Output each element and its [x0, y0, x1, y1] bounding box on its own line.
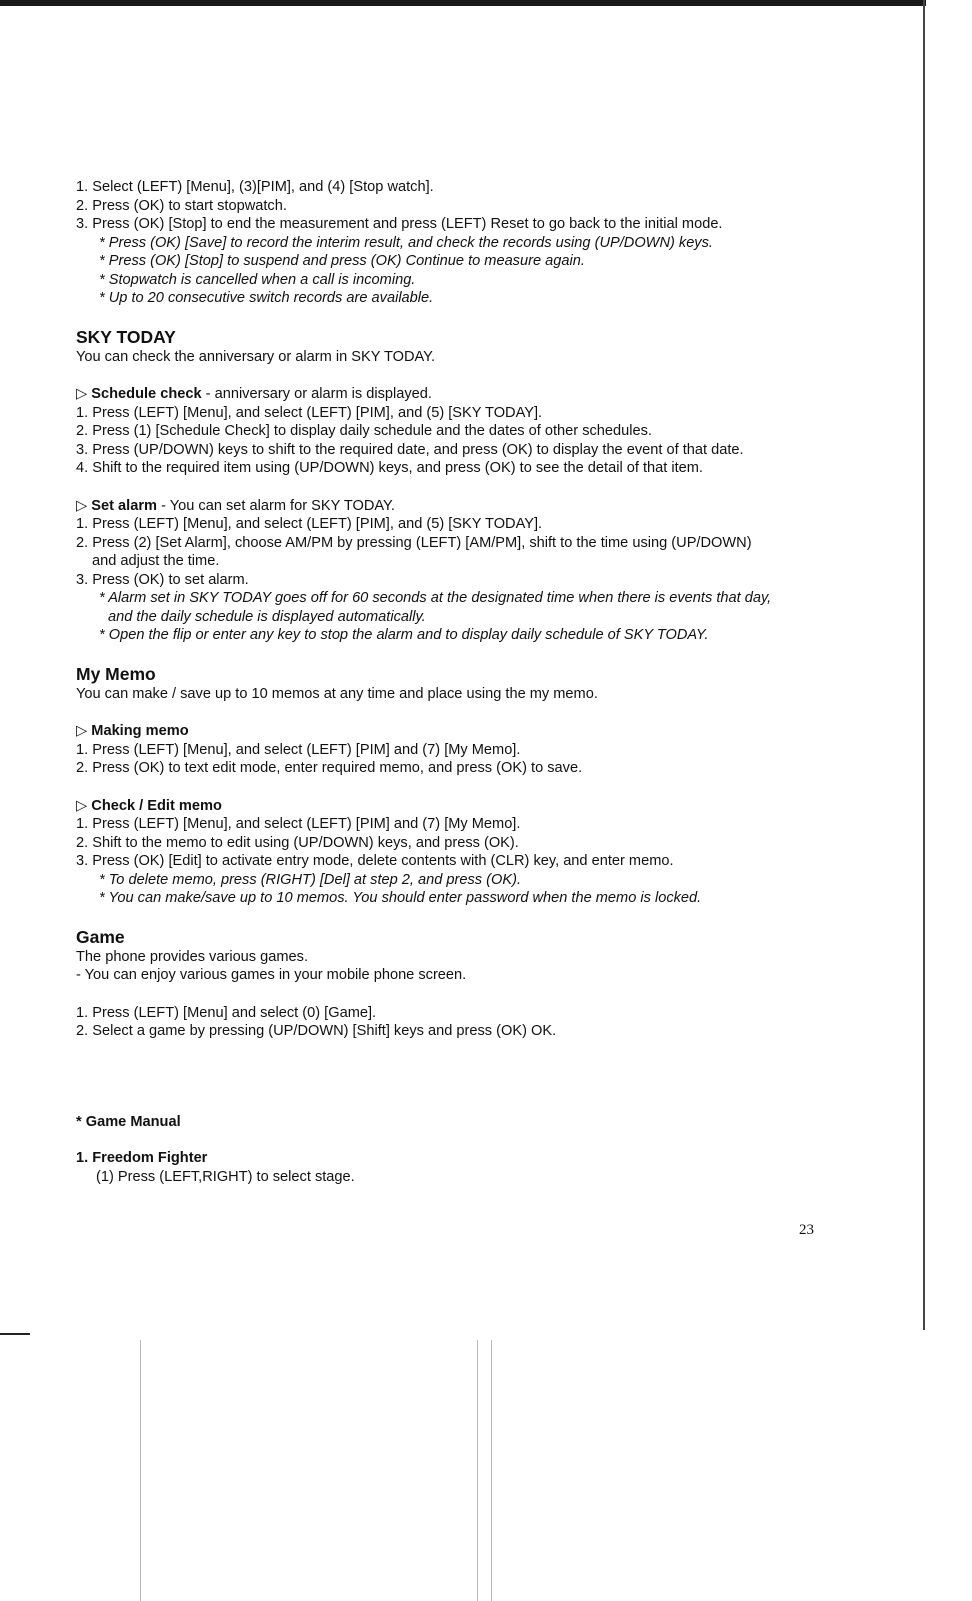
check-edit-memo-note: * To delete memo, press (RIGHT) [Del] at step 2, and press (OK). [99, 871, 522, 888]
freedom-fighter-step: (1) Press (LEFT,RIGHT) to select stage. [96, 1168, 355, 1185]
stopwatch-note: * Press (OK) [Stop] to suspend and press (OK) Continue to measure again. [99, 253, 585, 269]
sky-today-intro: You can check the anniversary or alarm in SKY TODAY. [76, 348, 436, 365]
schedule-check-label: Schedule check [91, 386, 202, 402]
stopwatch-step: 2. Press (OK) to start stopwatch. [76, 197, 287, 214]
triangle-marker-icon: ▷ [76, 386, 88, 402]
triangle-marker-icon: ▷ [76, 497, 88, 514]
game-step: 2. Select a game by pressing (UP/DOWN) [Shift] keys and press (OK) OK. [76, 1023, 557, 1039]
section-heading-my-memo: My Memo [76, 663, 156, 684]
check-edit-memo-label: Check / Edit memo [91, 797, 222, 814]
set-alarm-heading [76, 497, 846, 516]
stopwatch-note: * Up to 20 consecutive switch records are available. [99, 290, 434, 306]
schedule-check-step: 4. Shift to the required item using (UP/DOWN) keys, and press (OK) to see the detail of that item. [76, 460, 703, 476]
check-edit-memo-heading [76, 797, 846, 816]
scan-bottom-line [140, 1340, 141, 1601]
page-content [76, 178, 846, 1186]
stopwatch-step: 3. Press (OK) [Stop] to end the measurement and press (LEFT) Reset to go back to the initial mode. [76, 216, 723, 232]
scan-left-mark [0, 1333, 30, 1335]
game-manual-heading-rest: Manual [126, 1113, 181, 1130]
stopwatch-note: * Stopwatch is cancelled when a call is incoming. [99, 271, 416, 288]
scan-bottom-line [491, 1340, 492, 1601]
set-alarm-step-cont: and adjust the time. [92, 553, 220, 569]
check-edit-memo-step: 1. Press (LEFT) [Menu], and select (LEFT) [PIM] and (7) [My Memo]. [76, 816, 521, 832]
check-edit-memo-step: 3. Press (OK) [Edit] to activate entry mode, delete contents with (CLR) key, and enter memo. [76, 853, 674, 869]
triangle-marker-icon: ▷ [76, 723, 88, 739]
game-intro: The phone provides various games. [76, 948, 309, 965]
schedule-check-step: 1. Press (LEFT) [Menu], and select (LEFT) [PIM], and (5) [SKY TODAY]. [76, 404, 543, 421]
scan-right-border [923, 0, 925, 1330]
freedom-fighter-title: 1. Freedom Fighter [76, 1150, 208, 1166]
section-heading-game: Game [76, 926, 125, 947]
set-alarm-step: 1. Press (LEFT) [Menu], and select (LEFT) [PIM], and (5) [SKY TODAY]. [76, 516, 543, 532]
game-manual-heading-bold: * Game [76, 1113, 127, 1130]
schedule-check-desc: - anniversary or alarm is displayed. [201, 386, 432, 402]
game-step: 1. Press (LEFT) [Menu] and select (0) [Game]. [76, 1004, 377, 1021]
making-memo-heading [76, 722, 846, 741]
my-memo-intro: You can make / save up to 10 memos at any time and place using the my memo. [76, 685, 598, 702]
set-alarm-label: Set alarm [91, 497, 158, 514]
schedule-check-step: 2. Press (1) [Schedule Check] to display daily schedule and the dates of other schedules. [76, 423, 652, 439]
set-alarm-note: * Open the flip or enter any key to stop the alarm and to display daily schedule of SKY TODAY. [99, 627, 709, 643]
schedule-check-step: 3. Press (UP/DOWN) keys to shift to the required date, and press (OK) to display the event of that date. [76, 441, 744, 458]
set-alarm-step: 2. Press (2) [Set Alarm], choose AM/PM by pressing (LEFT) [AM/PM], shift to the time using (UP/DOWN) [76, 534, 752, 551]
making-memo-label: Making memo [91, 723, 189, 739]
page-number: 23 [799, 1222, 814, 1238]
making-memo-step: 1. Press (LEFT) [Menu], and select (LEFT) [PIM] and (7) [My Memo]. [76, 741, 521, 758]
check-edit-memo-note: * You can make/save up to 10 memos. You should enter password when the memo is locked. [99, 890, 702, 906]
set-alarm-note-cont: and the daily schedule is displayed automatically. [108, 608, 426, 625]
check-edit-memo-step: 2. Shift to the memo to edit using (UP/DOWN) keys, and press (OK). [76, 834, 519, 851]
scan-top-border [0, 0, 926, 6]
stopwatch-note: * Press (OK) [Save] to record the interim result, and check the records using (UP/DOWN) keys. [99, 234, 713, 251]
set-alarm-note: * Alarm set in SKY TODAY goes off for 60 seconds at the designated time when there is events that day, [99, 590, 772, 606]
stopwatch-step: 1. Select (LEFT) [Menu], (3)[PIM], and (4) [Stop watch]. [76, 179, 434, 195]
game-intro: - You can enjoy various games in your mobile phone screen. [76, 967, 467, 983]
schedule-check-heading [76, 385, 846, 404]
set-alarm-step: 3. Press (OK) to set alarm. [76, 571, 249, 588]
game-manual-heading [76, 1113, 846, 1132]
section-heading-sky-today: SKY TODAY [76, 326, 176, 347]
scan-bottom-line [477, 1340, 478, 1601]
triangle-marker-icon: ▷ [76, 797, 88, 814]
making-memo-step: 2. Press (OK) to text edit mode, enter required memo, and press (OK) to save. [76, 760, 583, 776]
set-alarm-desc: - You can set alarm for SKY TODAY. [157, 497, 395, 514]
